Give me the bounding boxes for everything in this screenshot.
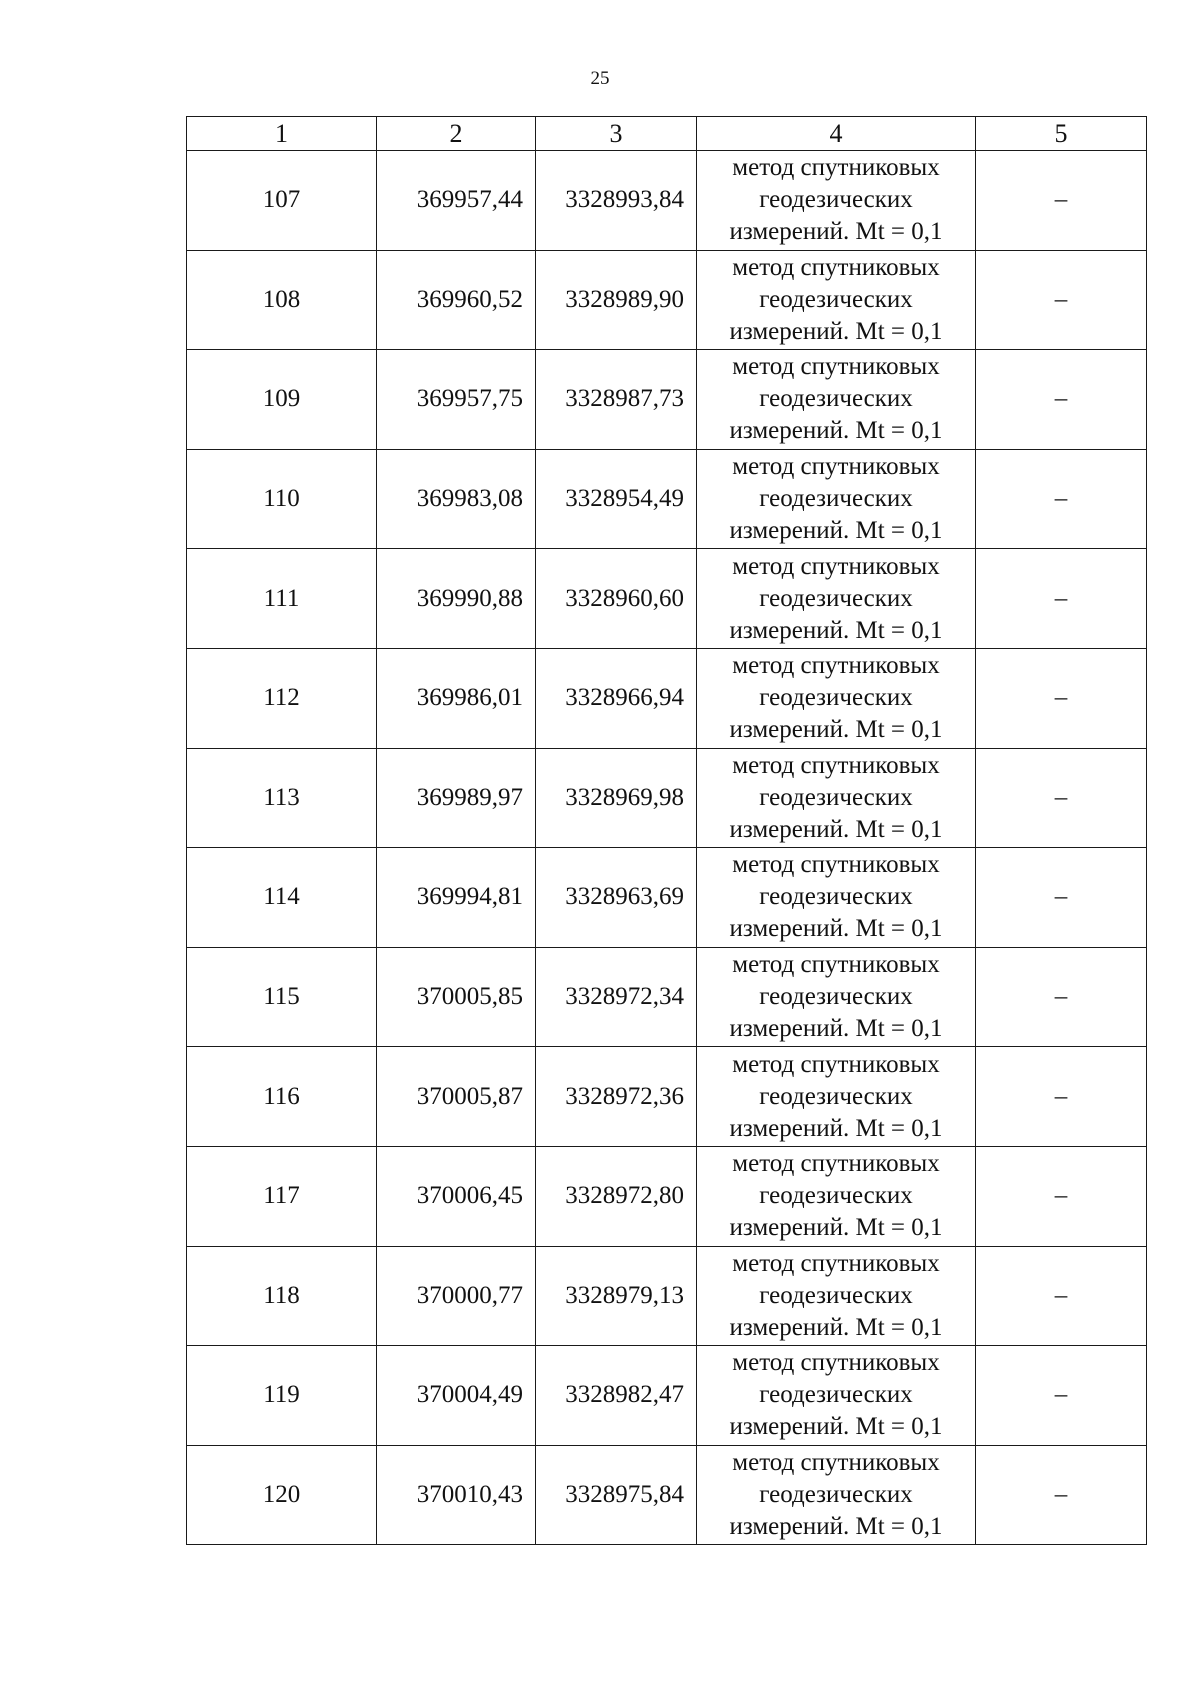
point-number-cell: 108 (187, 250, 377, 350)
y-coordinate-cell: 3328972,36 (536, 1047, 697, 1147)
method-line: метод спутниковых (732, 552, 940, 580)
x-coordinate-cell: 369983,08 (377, 449, 536, 549)
x-coordinate-cell: 369957,75 (377, 350, 536, 450)
table-row (187, 151, 1147, 251)
x-coordinate-cell: 369994,81 (377, 848, 536, 948)
y-coordinate-cell: 3328966,94 (536, 648, 697, 748)
table-row (187, 449, 1147, 549)
method-line: геодезических (759, 1281, 913, 1309)
method-cell (697, 1246, 976, 1346)
y-coordinate-cell: 3328954,49 (536, 449, 697, 549)
page-number: 25 (590, 68, 610, 89)
method-cell (697, 848, 976, 948)
method-line: измерений. Mt = 0,1 (729, 1114, 943, 1142)
x-coordinate-cell: 370000,77 (377, 1246, 536, 1346)
x-coordinate-cell: 369986,01 (377, 648, 536, 748)
y-coordinate-cell: 3328989,90 (536, 250, 697, 350)
method-cell (697, 648, 976, 748)
point-number-cell: 118 (187, 1246, 377, 1346)
point-number-cell: 115 (187, 947, 377, 1047)
x-coordinate-cell: 369957,44 (377, 151, 536, 251)
column-header-2: 2 (377, 117, 536, 151)
table-row (187, 1047, 1147, 1147)
method-line: метод спутниковых (732, 1349, 940, 1377)
x-coordinate-cell: 370005,87 (377, 1047, 536, 1147)
table-row (187, 748, 1147, 848)
note-cell: – (976, 947, 1147, 1047)
x-coordinate-cell: 370004,49 (377, 1346, 536, 1446)
x-coordinate-cell: 369960,52 (377, 250, 536, 350)
method-line: геодезических (759, 285, 913, 313)
y-coordinate-cell: 3328975,84 (536, 1445, 697, 1545)
method-cell (697, 1047, 976, 1147)
method-line: метод спутниковых (732, 851, 940, 879)
point-number-cell: 107 (187, 151, 377, 251)
point-number-cell: 109 (187, 350, 377, 450)
note-cell: – (976, 151, 1147, 251)
method-line: измерений. Mt = 0,1 (729, 1214, 943, 1242)
note-cell: – (976, 449, 1147, 549)
method-line: геодезических (759, 783, 913, 811)
table-row (187, 1445, 1147, 1545)
method-line: метод спутниковых (732, 453, 940, 481)
y-coordinate-cell: 3328972,34 (536, 947, 697, 1047)
method-line: метод спутниковых (732, 1050, 940, 1078)
method-line: измерений. Mt = 0,1 (729, 1015, 943, 1043)
y-coordinate-cell: 3328987,73 (536, 350, 697, 450)
y-coordinate-cell: 3328963,69 (536, 848, 697, 948)
y-coordinate-cell: 3328969,98 (536, 748, 697, 848)
table-row (187, 848, 1147, 948)
method-line: измерений. Mt = 0,1 (729, 1413, 943, 1441)
method-cell (697, 151, 976, 251)
method-line: измерений. Mt = 0,1 (729, 218, 943, 246)
note-cell: – (976, 250, 1147, 350)
method-line: метод спутниковых (732, 253, 940, 281)
y-coordinate-cell: 3328982,47 (536, 1346, 697, 1446)
note-cell: – (976, 350, 1147, 450)
point-number-cell: 110 (187, 449, 377, 549)
method-line: геодезических (759, 186, 913, 214)
point-number-cell: 117 (187, 1146, 377, 1246)
column-header-4: 4 (697, 117, 976, 151)
method-line: геодезических (759, 983, 913, 1011)
point-number-cell: 120 (187, 1445, 377, 1545)
point-number-cell: 114 (187, 848, 377, 948)
y-coordinate-cell: 3328993,84 (536, 151, 697, 251)
method-line: измерений. Mt = 0,1 (729, 915, 943, 943)
method-line: метод спутниковых (732, 951, 940, 979)
method-line: измерений. Mt = 0,1 (729, 417, 943, 445)
x-coordinate-cell: 370006,45 (377, 1146, 536, 1246)
method-line: измерений. Mt = 0,1 (729, 1513, 943, 1541)
note-cell: – (976, 848, 1147, 948)
method-cell (697, 549, 976, 649)
y-coordinate-cell: 3328979,13 (536, 1246, 697, 1346)
method-line: метод спутниковых (732, 751, 940, 779)
table-body (187, 151, 1147, 1545)
table-row (187, 350, 1147, 450)
table-row (187, 648, 1147, 748)
x-coordinate-cell: 370005,85 (377, 947, 536, 1047)
method-cell (697, 250, 976, 350)
coordinates-table (186, 116, 1147, 1545)
method-line: геодезических (759, 684, 913, 712)
point-number-cell: 111 (187, 549, 377, 649)
point-number-cell: 116 (187, 1047, 377, 1147)
y-coordinate-cell: 3328960,60 (536, 549, 697, 649)
method-cell (697, 1346, 976, 1446)
point-number-cell: 112 (187, 648, 377, 748)
method-cell (697, 449, 976, 549)
method-line: геодезических (759, 1182, 913, 1210)
method-line: измерений. Mt = 0,1 (729, 616, 943, 644)
table-header-row (187, 117, 1147, 151)
column-header-3: 3 (536, 117, 697, 151)
note-cell: – (976, 1445, 1147, 1545)
method-line: метод спутниковых (732, 652, 940, 680)
table-row (187, 549, 1147, 649)
column-header-5: 5 (976, 117, 1147, 151)
x-coordinate-cell: 369990,88 (377, 549, 536, 649)
method-line: измерений. Mt = 0,1 (729, 1313, 943, 1341)
table-row (187, 250, 1147, 350)
note-cell: – (976, 648, 1147, 748)
method-cell (697, 1445, 976, 1545)
point-number-cell: 119 (187, 1346, 377, 1446)
note-cell: – (976, 1346, 1147, 1446)
note-cell: – (976, 549, 1147, 649)
method-line: метод спутниковых (732, 353, 940, 381)
column-header-1: 1 (187, 117, 377, 151)
method-line: измерений. Mt = 0,1 (729, 815, 943, 843)
point-number-cell: 113 (187, 748, 377, 848)
table-row (187, 947, 1147, 1047)
method-line: измерений. Mt = 0,1 (729, 716, 943, 744)
method-line: измерений. Mt = 0,1 (729, 517, 943, 545)
table-row (187, 1346, 1147, 1446)
method-line: геодезических (759, 1082, 913, 1110)
note-cell: – (976, 1047, 1147, 1147)
method-line: измерений. Mt = 0,1 (729, 317, 943, 345)
note-cell: – (976, 748, 1147, 848)
method-line: метод спутниковых (732, 154, 940, 182)
x-coordinate-cell: 369989,97 (377, 748, 536, 848)
table-row (187, 1246, 1147, 1346)
method-line: метод спутниковых (732, 1449, 940, 1477)
method-line: геодезических (759, 1381, 913, 1409)
method-cell (697, 947, 976, 1047)
note-cell: – (976, 1246, 1147, 1346)
method-cell (697, 350, 976, 450)
x-coordinate-cell: 370010,43 (377, 1445, 536, 1545)
method-line: геодезических (759, 1481, 913, 1509)
method-line: геодезических (759, 584, 913, 612)
method-cell (697, 1146, 976, 1246)
method-cell (697, 748, 976, 848)
method-line: геодезических (759, 883, 913, 911)
note-cell: – (976, 1146, 1147, 1246)
y-coordinate-cell: 3328972,80 (536, 1146, 697, 1246)
method-line: метод спутниковых (732, 1249, 940, 1277)
method-line: геодезических (759, 385, 913, 413)
table-row (187, 1146, 1147, 1246)
method-line: метод спутниковых (732, 1150, 940, 1178)
method-line: геодезических (759, 485, 913, 513)
